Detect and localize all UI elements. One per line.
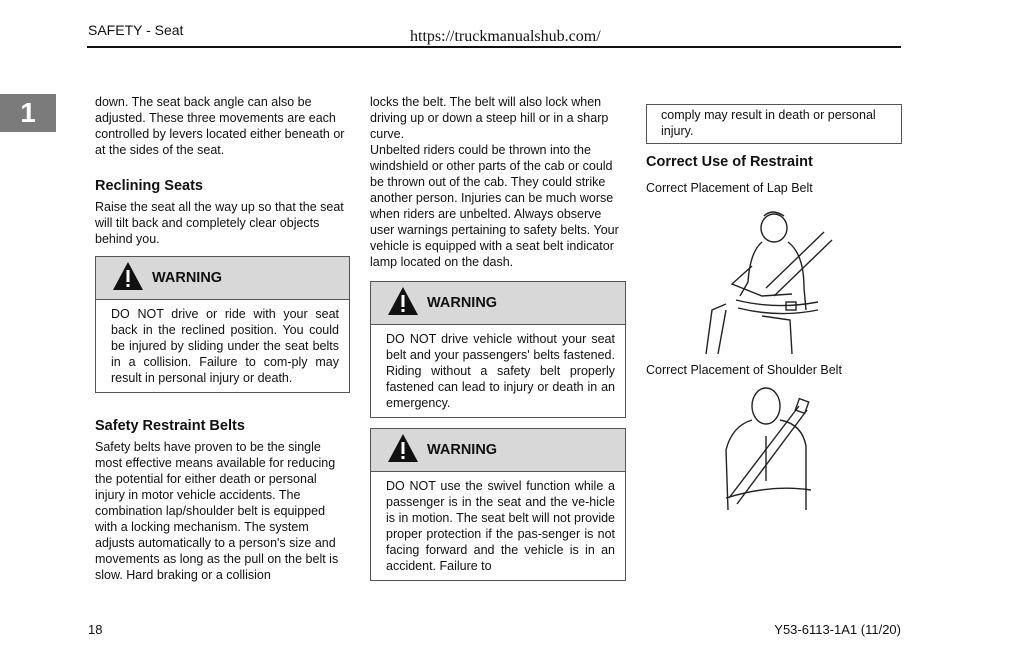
- header-url[interactable]: https://truckmanualshub.com/: [410, 28, 601, 45]
- correct-use-heading: Correct Use of Restraint: [646, 154, 813, 170]
- unbelted-riders-text: Unbelted riders could be thrown into the windshield or other parts of the cab or could be thrown out of the cab. They could strike another person. Injuries can be much worse when riders are unbelted. Always observe user warnings pertaining to safety belts. Your vehicle is equipped with a seat belt indicator lamp located on the dash.: [370, 143, 619, 269]
- column-3: [646, 94, 902, 515]
- warning-text: DO NOT drive vehicle without your seat belt and your passengers' belts fastened. Riding without a safety belt properly fastened can lead to injury or death in an emergency.: [386, 332, 615, 410]
- lap-belt-caption: Correct Placement of Lap Belt: [646, 181, 813, 195]
- col1-intro: down. The seat back angle can also be adjusted. These three movements are each controlled by levers located either beneath or at the sides of the seat.: [95, 95, 345, 157]
- warning-header: [96, 257, 349, 300]
- column-2: [370, 94, 626, 581]
- warning-title: WARNING: [427, 442, 498, 458]
- warning-title: WARNING: [152, 270, 223, 286]
- warning-continuation: comply may result in death or personal injury.: [646, 104, 902, 144]
- chapter-tab: 1: [0, 94, 56, 132]
- safety-restraint-heading: Safety Restraint Belts: [95, 418, 245, 434]
- warning-header: [371, 282, 625, 325]
- page-number: 18: [88, 622, 103, 637]
- warning-text: DO NOT use the swivel function while a passenger is in the seat and the ve-hicle is in motion. The seat belt will not provide proper protection if the pas-senger is not facing forward and the vehicle is in an accident. Failure to: [386, 479, 615, 573]
- header-divider: [87, 46, 901, 48]
- safety-restraint-text: Safety belts have proven to be the single most effective means available for reducing the potential for either death or personal injury in motor vehicle accidents. The combination lap/shoulder belt is equipped with a locking mechanism. The system adjusts automatically to a person's size and movements as long as the pull on the belt is slow. Hard braking or a collision: [95, 440, 339, 582]
- warning-triangle-icon: [387, 285, 419, 321]
- column-1: [95, 94, 350, 583]
- document-code: Y53-6113-1A1 (11/20): [774, 622, 901, 637]
- warning-title: WARNING: [427, 295, 498, 311]
- lap-belt-illustration: [696, 206, 902, 360]
- warning-box-3: [370, 428, 626, 581]
- col2-intro: locks the belt. The belt will also lock when driving up or down a steep hill or in a sharp curve.: [370, 95, 609, 141]
- shoulder-belt-illustration: [721, 386, 902, 515]
- reclining-seats-heading: Reclining Seats: [95, 178, 203, 194]
- header-section-title: SAFETY - Seat: [88, 22, 184, 38]
- warning-triangle-icon: [112, 260, 144, 296]
- warning-triangle-icon: [387, 432, 419, 468]
- warning-box-1: [95, 256, 350, 393]
- warning-text: DO NOT drive or ride with your seat back in the reclined position. You could be injured by sliding under the seat belts in a collision. Failure to com-ply may result in personal injury or death.: [111, 307, 339, 385]
- warning-header: [371, 429, 625, 472]
- warning-box-2: [370, 281, 626, 418]
- reclining-seats-text: Raise the seat all the way up so that the seat will tilt back and completely clear objects behind you.: [95, 200, 344, 246]
- shoulder-belt-caption: Correct Placement of Shoulder Belt: [646, 363, 842, 377]
